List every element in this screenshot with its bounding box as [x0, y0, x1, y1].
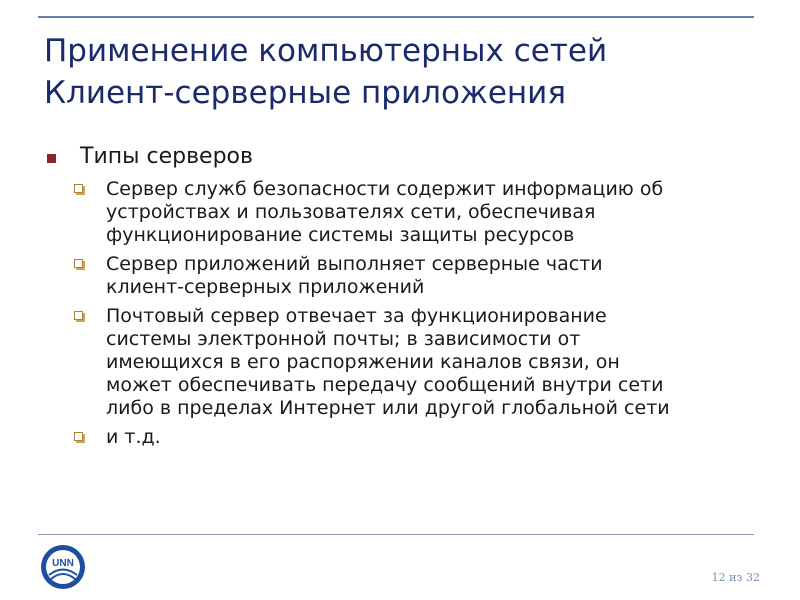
university-logo-icon	[40, 544, 86, 590]
box-bullet-icon	[74, 311, 83, 320]
sub-bullet-line: имеющихся в его распоряжении каналов связи, он	[106, 351, 620, 373]
box-bullet-icon	[74, 432, 83, 441]
box-bullet-icon	[74, 184, 83, 193]
sub-bullet	[40, 178, 780, 247]
title-line-2: Клиент-серверные приложения	[44, 75, 566, 111]
sub-bullet-line: клиент-серверных приложений	[106, 276, 425, 298]
slide-content	[40, 142, 780, 455]
sub-bullet	[40, 426, 780, 449]
sub-bullet-line: либо в пределах Интернет или другой глобальной сети	[106, 397, 670, 419]
box-bullet-icon	[74, 259, 83, 268]
sub-bullet-line: может обеспечивать передачу сообщений внутри сети	[106, 374, 664, 396]
sub-bullet-line: и т.д.	[106, 426, 161, 448]
bottom-divider	[38, 534, 754, 535]
top-divider	[38, 16, 754, 18]
sub-bullet-line: системы электронной почты; в зависимости от	[106, 328, 581, 350]
sub-bullet-line: устройствах и пользователях сети, обеспечивая	[106, 201, 596, 223]
sub-bullet	[40, 305, 780, 420]
bullet-heading	[40, 142, 780, 172]
sub-bullet	[40, 253, 780, 299]
sub-bullet-line: Сервер служб безопасности содержит информацию об	[106, 178, 664, 200]
title-line-1: Применение компьютерных сетей	[44, 33, 608, 69]
sub-bullet-line: Сервер приложений выполняет серверные части	[106, 253, 603, 275]
sub-bullet-line: Почтовый сервер отвечает за функционирование	[106, 305, 607, 327]
slide-title	[44, 30, 784, 114]
square-bullet-icon	[47, 154, 56, 163]
logo-text: UNN	[52, 558, 74, 569]
heading-text: Типы серверов	[80, 144, 253, 169]
sub-bullet-line: функционирование системы защиты ресурсов	[106, 224, 575, 246]
page-number: 12 из 32	[711, 571, 760, 584]
